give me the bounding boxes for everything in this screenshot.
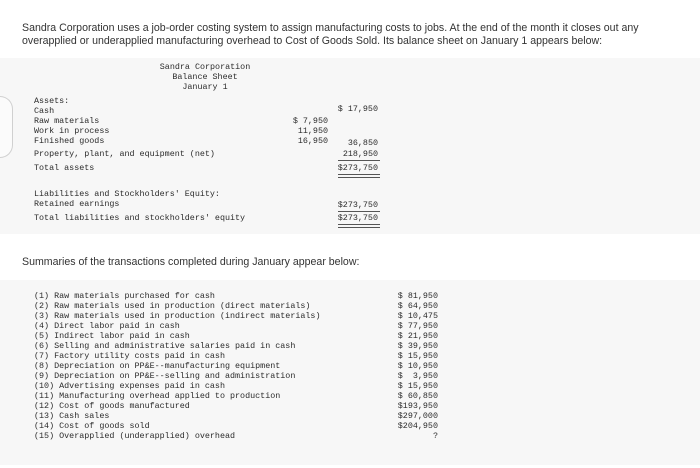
transaction-label: (9) Depreciation on PP&E--selling and administration (34, 371, 296, 381)
transaction-label: (10) Advertising expenses paid in cash (34, 381, 225, 391)
retained-earnings-label: Retained earnings (34, 199, 120, 209)
transaction-amount: $ 10,950 (397, 361, 438, 371)
total-liabilities-label: Total liabilities and stockholders' equity (34, 213, 246, 223)
intro-paragraph: Sandra Corporation uses a job-order costing system to assign manufacturing costs to jobs. At the end of the month it closes out any overapplied or underapplied manufacturing overhead to Cost of Goods Sold. Its balance sheet on January 1 appears below: (22, 22, 639, 48)
transaction-label: (12) Cost of goods manufactured (34, 401, 190, 411)
cash-total: $ 17,950 (337, 104, 378, 114)
transaction-amount: $ 10,475 (397, 311, 438, 321)
transaction-label: (6) Selling and administrative salaries paid in cash (34, 341, 296, 351)
transaction-amount: ? (432, 431, 438, 441)
transaction-label: (4) Direct labor paid in cash (34, 321, 180, 331)
ppe-total: 218,950 (342, 149, 378, 159)
transaction-label: (7) Factory utility costs paid in cash (34, 351, 225, 361)
transaction-amount: $ 81,950 (397, 291, 438, 301)
transaction-label: (11) Manufacturing overhead applied to production (34, 391, 281, 401)
finished-goods-label: Finished goods (34, 136, 105, 146)
raw-materials-amount: $ 7,950 (292, 116, 328, 126)
transaction-label: (15) Overapplied (underapplied) overhead (34, 431, 236, 441)
transaction-amount: $204,950 (397, 421, 438, 431)
transaction-amount: $193,950 (397, 401, 438, 411)
assets-heading: Assets: (34, 96, 70, 106)
transaction-amount: $ 21,950 (397, 331, 438, 341)
transaction-label: (3) Raw materials used in production (indirect materials) (34, 311, 321, 321)
inventory-total: 36,850 (347, 138, 378, 148)
balance-sheet-panel (0, 58, 700, 234)
liab-double-rule (338, 224, 380, 228)
raw-materials-label: Raw materials (34, 116, 100, 126)
total-double-rule (338, 174, 380, 178)
subtotal-rule (338, 160, 380, 161)
total-assets-value: $273,750 (337, 163, 378, 173)
wip-label: Work in process (34, 126, 110, 136)
transaction-amount: $ 3,950 (397, 371, 438, 381)
transaction-label: (14) Cost of goods sold (34, 421, 150, 431)
transaction-label: (5) Indirect labor paid in cash (34, 331, 190, 341)
transaction-label: (1) Raw materials purchased for cash (34, 291, 215, 301)
transaction-amount: $ 60,850 (397, 391, 438, 401)
transaction-amount: $ 77,950 (397, 321, 438, 331)
transaction-amount: $ 64,950 (397, 301, 438, 311)
transaction-label: (13) Cash sales (34, 411, 110, 421)
transactions-panel (0, 280, 700, 465)
cash-label: Cash (34, 106, 55, 116)
transaction-label: (2) Raw materials used in production (direct materials) (34, 301, 311, 311)
statement-date: January 1 (182, 82, 228, 92)
retained-earnings-value: $273,750 (337, 200, 378, 210)
ppe-label: Property, plant, and equipment (net) (34, 149, 215, 159)
summary-heading: Summaries of the transactions completed during January appear below: (22, 256, 360, 268)
transaction-amount: $ 15,950 (397, 351, 438, 361)
finished-goods-amount: 16,950 (297, 136, 328, 146)
company-name: Sandra Corporation (159, 62, 251, 72)
total-assets-label: Total assets (34, 163, 95, 173)
transaction-amount: $ 39,950 (397, 341, 438, 351)
transaction-amount: $297,000 (397, 411, 438, 421)
liabilities-heading: Liabilities and Stockholders' Equity: (34, 189, 220, 199)
transaction-label: (8) Depreciation on PP&E--manufacturing equipment (34, 361, 281, 371)
transaction-amount: $ 15,950 (397, 381, 438, 391)
total-liabilities-value: $273,750 (337, 213, 378, 223)
wip-amount: 11,950 (297, 126, 328, 136)
liab-subtotal-rule (338, 211, 380, 212)
panel-edge-tab (0, 96, 13, 158)
statement-title: Balance Sheet (172, 72, 238, 82)
